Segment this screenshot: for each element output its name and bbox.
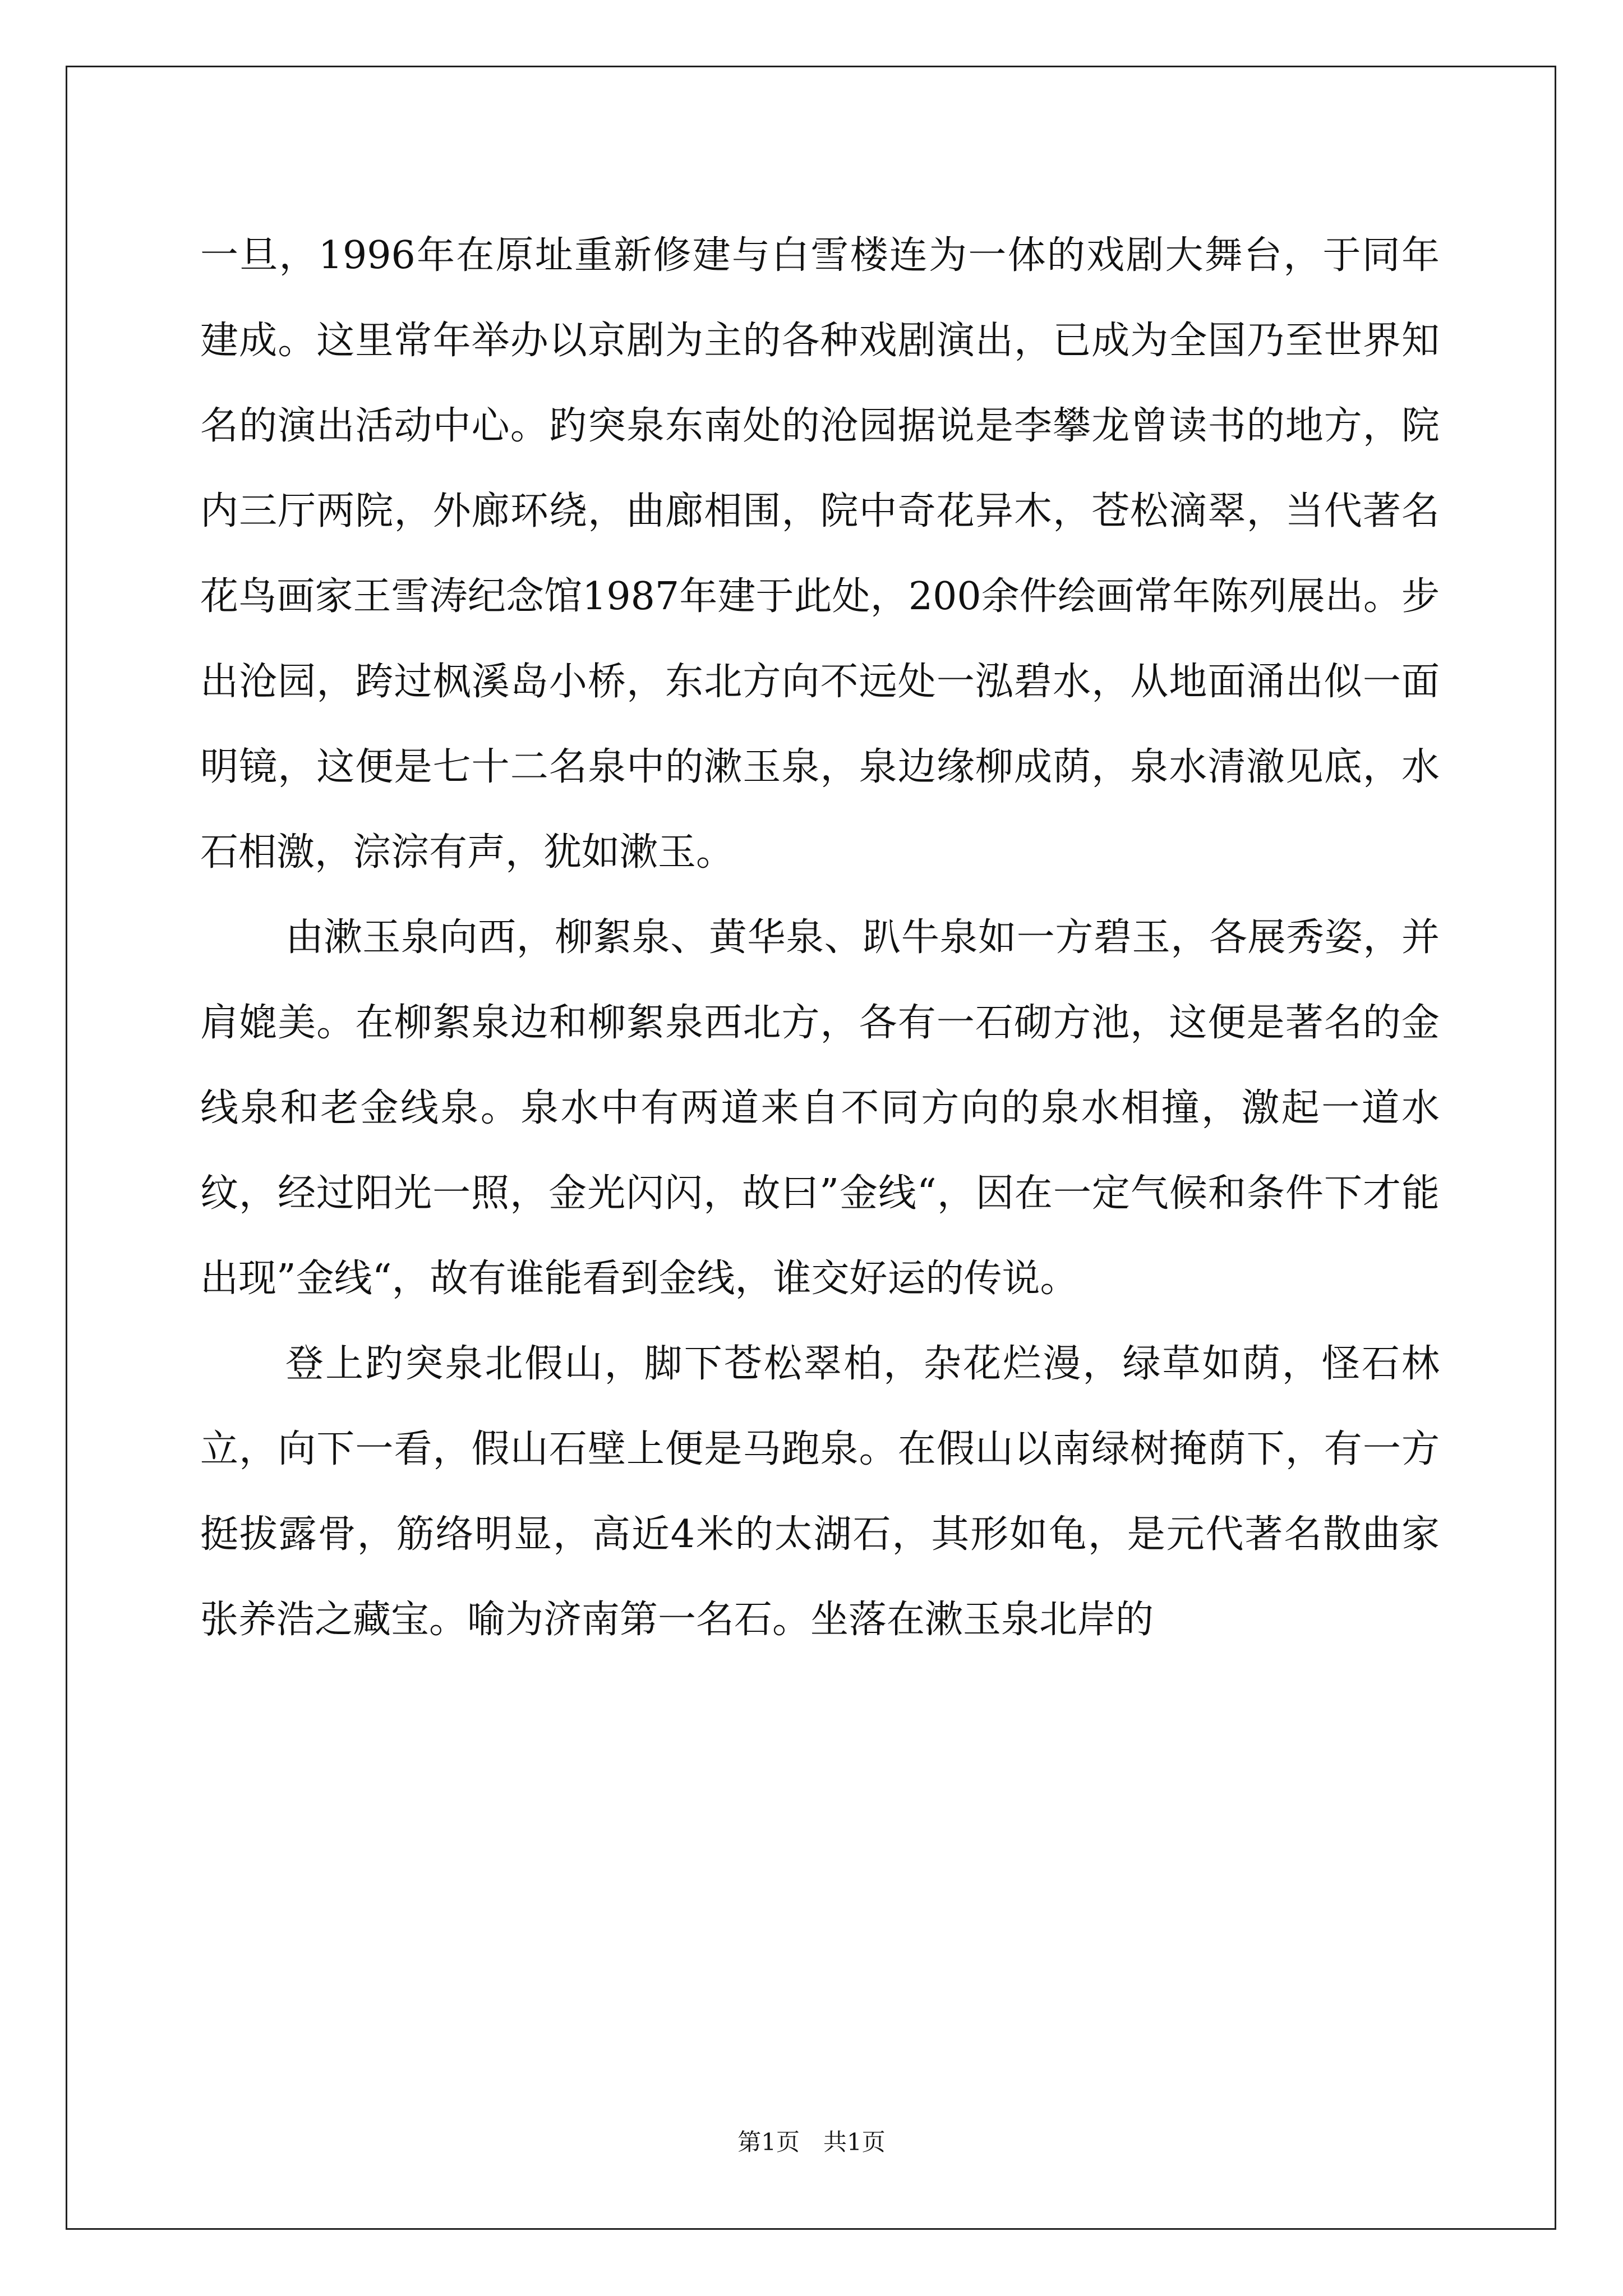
document-body — [200, 213, 1440, 1663]
paragraph-2: 由漱玉泉向西，柳絮泉、黄华泉、趴牛泉如一方碧玉，各展秀姿，并肩媲美。在柳絮泉边和柳絮泉西北方，各有一石砌方池，这便是著名的金线泉和老金线泉。泉水中有两道来自不同方向的泉水相撞，激起一道水纹，经过阳光一照，金光闪闪，故曰”金线“，因在一定气候和条件下才能出现”金线“，故有谁能看到金线，谁交好运的传说。 — [200, 915, 1440, 1301]
paragraph-3: 登上趵突泉北假山，脚下苍松翠柏，杂花烂漫，绿草如荫，怪石林立，向下一看，假山石壁上便是马跑泉。在假山以南绿树掩荫下，有一方挺拔露骨，筋络明显，高近4米的太湖石，其形如龟，是元代著名散曲家张养浩之藏宝。喻为济南第一名石。坐落在漱玉泉北岸的 — [200, 1342, 1440, 1642]
paragraph-1: 一旦，1996年在原址重新修建与白雪楼连为一体的戏剧大舞台，于同年建成。这里常年举办以京剧为主的各种戏剧演出，已成为全国乃至世界知名的演出活动中心。趵突泉东南处的沧园据说是李攀龙曾读书的地方，院内三厅两院，外廊环绕，曲廊相围，院中奇花异木，苍松滴翠，当代著名花鸟画家王雪涛纪念馆1987年建于此处，200余件绘画常年陈列展出。步出沧园，跨过枫溪岛小桥，东北方向不远处一泓碧水，从地面涌出似一面明镜，这便是七十二名泉中的漱玉泉，泉边缘柳成荫，泉水清澈见底，水石相激，淙淙有声，犹如漱玉。 — [200, 233, 1440, 875]
page-number-footer: 第1页 共1页 — [737, 2128, 886, 2156]
